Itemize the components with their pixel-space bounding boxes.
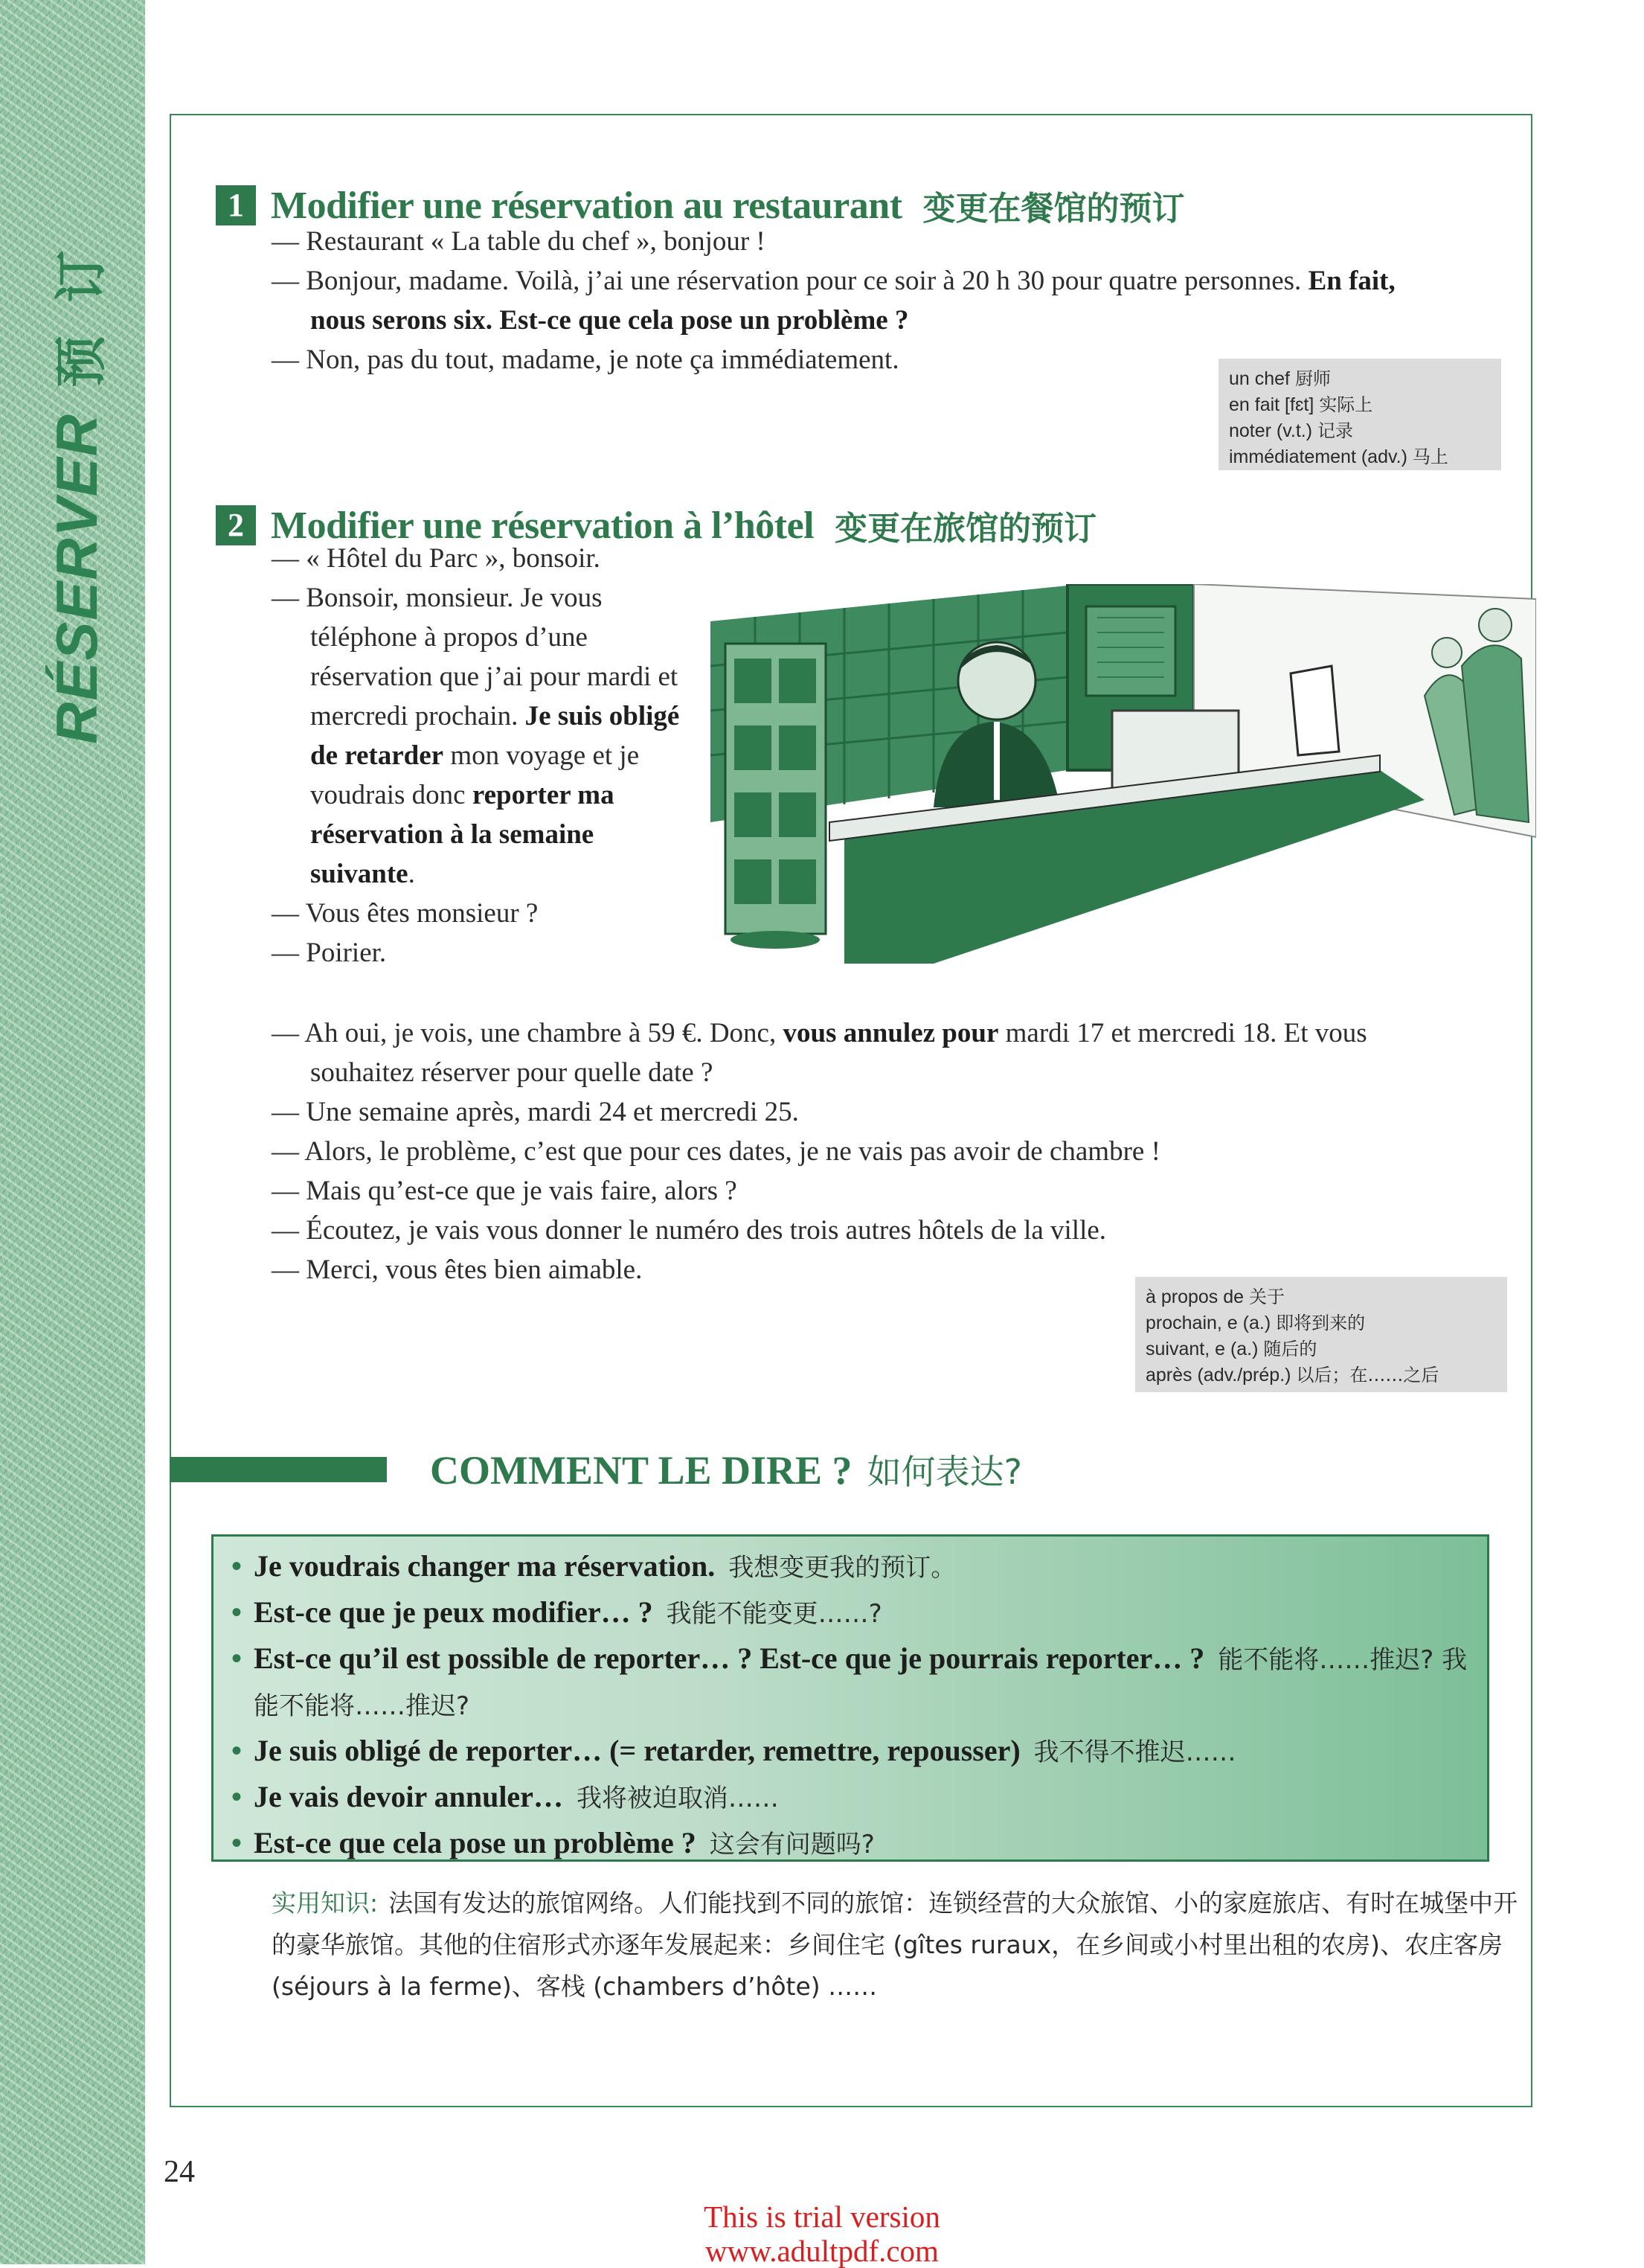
dialogue-line (272, 894, 684, 933)
section-2-dialogue-part-1 (272, 539, 684, 973)
dialogue-text: Écoutez, je vais vous donner le numéro des trois autres hôtels de la ville. (306, 1215, 1107, 1246)
section-1-title-fr: Modifier une réservation au restaurant (271, 184, 902, 227)
section-1-dialogue (272, 222, 1432, 379)
phrase-fr: Je vais devoir annuler… (254, 1780, 563, 1813)
phrase-fr: Est-ce qu’il est possible de reporter… ? Est-ce que je pourrais reporter… ? (254, 1641, 1205, 1675)
dialogue-line (272, 539, 684, 578)
dialogue-text: Une semaine après, mardi 24 et mercredi 25. (306, 1097, 799, 1127)
phrase-fr: Est-ce que cela pose un problème ? (254, 1826, 696, 1859)
vocab-translation: 关于 (1249, 1287, 1285, 1307)
phrase-item (227, 1544, 1474, 1590)
tip-text: 法国有发达的旅馆网络。人们能找到不同的旅馆：连锁经营的大众旅馆、小的家庭旅店、有时在城堡中开的豪华旅馆。其他的住宿形式亦逐年发展起来：乡间住宅 (gîtes ruraux，在乡间或小村里出租的农房)、农庄客房 (séjours à la ferme)、客栈 (chambers d’hôte) …… (272, 1889, 1518, 2001)
vocab-translation: 实际上 (1319, 394, 1373, 415)
dialogue-text: Merci, vous êtes bien aimable. (306, 1255, 643, 1285)
dialogue-text: Vous êtes monsieur ? (305, 898, 539, 929)
phrase-zh: 能不能将……推迟? 我能不能将……推迟? (254, 1645, 1468, 1721)
dialogue-highlight: En fait, nous serons six. Est-ce que cela pose un problème ? (310, 266, 1396, 336)
dialogue-text: Non, pas du tout, madame, je note ça immédiatement. (306, 345, 899, 375)
dialogue-text: Poirier. (306, 938, 387, 968)
dialogue-highlight: vous annulez pour (783, 1018, 999, 1048)
watermark-line-1: This is trial version (704, 2200, 940, 2234)
sidebar-title (21, 15, 132, 744)
section-2-vocabulary (1135, 1277, 1507, 1392)
sidebar-band (0, 0, 145, 2264)
postcard-rack (725, 644, 826, 949)
phrase-fr: Je voudrais changer ma réservation. (254, 1549, 716, 1583)
vocab-translation: 随后的 (1263, 1339, 1317, 1359)
dialogue-text: . (408, 859, 415, 889)
sign-stand (1291, 666, 1339, 755)
phrase-item (227, 1821, 1474, 1867)
vocab-word: immédiatement (adv.) (1229, 446, 1413, 467)
dialogue-text: Alors, le problème, c’est que pour ces dates, je ne vais pas avoir de chambre ! (304, 1136, 1160, 1167)
hotel-reception-illustration (710, 584, 1536, 964)
dialogue-text: Bonjour, madame. Voilà, j’ai une réservation pour ce soir à 20 h 30 pour quatre personnes. (306, 266, 1309, 296)
section-2-title-fr: Modifier une réservation à l’hôtel (271, 504, 815, 547)
dialogue-line (272, 1092, 1462, 1132)
dialogue-text: mardi 17 et mercredi 18. Et vous souhaitez réserver pour quelle date ? (310, 1018, 1367, 1088)
phrase-zh: 这会有问题吗? (709, 1830, 875, 1859)
vocab-word: noter (v.t.) (1229, 420, 1318, 441)
vocab-entry (1229, 392, 1491, 418)
section-1-vocabulary (1218, 359, 1501, 470)
trial-watermark (0, 2200, 1644, 2268)
vocab-word: en fait [fɛt] (1229, 394, 1320, 415)
dialogue-text: Bonsoir, monsieur. Je vous téléphone à propos d’une réservation que j’ai pour mardi et mercredi prochain. (306, 583, 678, 731)
sidebar-title-zh: 预 订 (50, 243, 112, 388)
dialogue-line (272, 222, 1432, 261)
vocab-entry (1229, 366, 1491, 392)
phrase-zh: 我不得不推迟…… (1033, 1737, 1236, 1767)
phrase-fr: Je suis obligé de reporter… (= retarder, remettre, repousser) (254, 1734, 1021, 1767)
phrase-fr: Est-ce que je peux modifier… ? (254, 1595, 653, 1629)
dialogue-line (272, 1132, 1462, 1171)
dialogue-highlight: Je suis obligé de retarder (310, 701, 680, 771)
dialogue-text: « Hôtel du Parc », bonsoir. (306, 543, 600, 574)
section-1-title-zh: 变更在餐馆的预订 (922, 190, 1185, 228)
vocab-translation: 马上 (1412, 446, 1448, 467)
dialogue-line (272, 933, 684, 973)
comment-le-dire-heading (430, 1445, 1022, 1494)
vocab-translation: 记录 (1317, 420, 1354, 441)
phrase-item (227, 1775, 1474, 1821)
vocab-entry (1146, 1310, 1497, 1336)
vocab-entry (1229, 418, 1491, 444)
section-2-title-zh: 变更在旅馆的预订 (835, 510, 1097, 548)
comment-le-dire-bar (170, 1457, 387, 1482)
watermark-line-2: www.adultpdf.com (705, 2234, 939, 2268)
section-1-number: 1 (216, 185, 256, 225)
section-2-dialogue-part-2 (272, 1013, 1462, 1290)
dialogue-text: Restaurant « La table du chef », bonjour ! (306, 226, 765, 257)
vocab-word: après (adv./prép.) (1146, 1365, 1297, 1386)
dialogue-line (272, 1171, 1462, 1211)
vocab-word: prochain, e (a.) (1146, 1313, 1277, 1333)
practical-tip (272, 1883, 1521, 2008)
vocab-translation: 以后；在……之后 (1296, 1365, 1439, 1386)
vocab-word: suivant, e (a.) (1146, 1339, 1264, 1359)
phrase-item (227, 1590, 1474, 1636)
dialogue-line (272, 578, 684, 894)
dialogue-line (272, 1013, 1462, 1092)
phrase-box (211, 1534, 1489, 1862)
dialogue-line (272, 1211, 1462, 1250)
section-2-number: 2 (216, 505, 256, 545)
phrase-zh: 我能不能变更……? (666, 1599, 882, 1629)
phrase-zh: 我将被迫取消…… (576, 1784, 779, 1813)
dialogue-highlight: reporter ma réservation à la semaine suivante (310, 780, 614, 889)
comment-le-dire-title-zh: 如何表达? (867, 1452, 1022, 1492)
vocab-entry (1146, 1284, 1497, 1310)
vocab-entry (1229, 444, 1491, 470)
vocab-translation: 厨师 (1294, 368, 1331, 389)
tip-label: 实用知识: (272, 1889, 379, 1918)
vocab-word: à propos de (1146, 1287, 1249, 1307)
vocab-entry (1146, 1362, 1497, 1388)
phrase-item (227, 1729, 1474, 1775)
dialogue-text: mon voyage et je voudrais donc (310, 740, 640, 810)
phrase-item (227, 1636, 1474, 1729)
vocab-translation: 即将到来的 (1276, 1313, 1366, 1333)
sidebar-title-fr: RÉSERVER (43, 412, 109, 744)
dialogue-text: Mais qu’est-ce que je vais faire, alors ? (306, 1176, 737, 1206)
vocab-word: un chef (1229, 368, 1295, 389)
page-number: 24 (164, 2155, 195, 2189)
vocab-entry (1146, 1336, 1497, 1362)
phrase-zh: 我想变更我的预订。 (728, 1553, 957, 1583)
comment-le-dire-title-fr: COMMENT LE DIRE ? (430, 1448, 852, 1493)
dialogue-text: Ah oui, je vois, une chambre à 59 €. Donc, (304, 1018, 783, 1048)
dialogue-line (272, 261, 1432, 340)
